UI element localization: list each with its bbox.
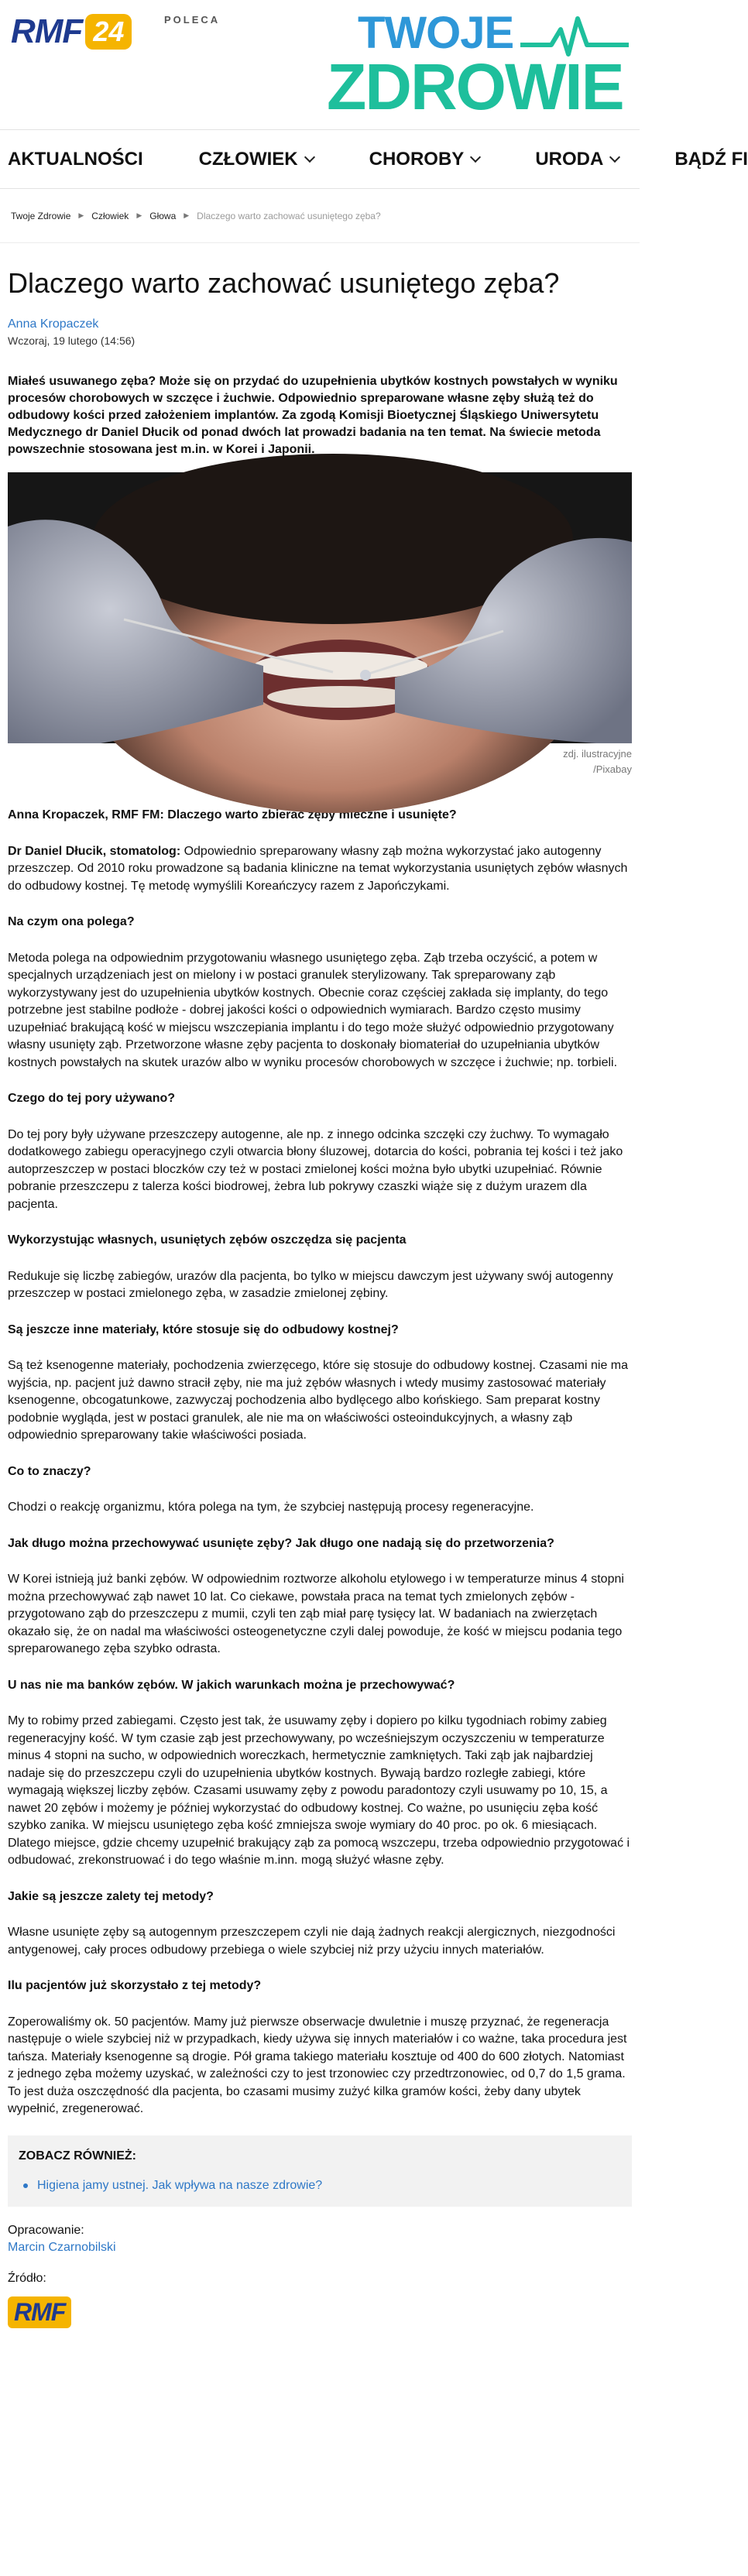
breadcrumb-current: Dlaczego warto zachować usuniętego zęba? [197,210,381,221]
rmf-source-logo[interactable] [8,2296,71,2328]
author-link[interactable]: Anna Kropaczek [8,317,99,331]
question: Jak długo można przechowywać usunięte zęby? Jak długo one nadają się do przetworzenia? [8,1536,554,1550]
question: Ilu pacjentów już skorzystało z tej metody? [8,1979,262,1992]
question: Co to znaczy? [8,1464,91,1478]
breadcrumb [0,189,640,243]
nav-item-label: BĄDŹ FI [674,148,748,170]
tz-logo-line1: TWOJE [358,8,514,58]
see-also-link[interactable] [19,2179,621,2193]
answer: Są też ksenogenne materiały, pochodzenia zwierzęcego, które się stosuje do odbudowy kostnej. Czasami nie ma wyjścia, np. pacjent już dawno stracił zęby, nie ma już zębów własnych i wtedy musimy zastosować materiały ksenogenne, obcogatunkowe, zazwyczaj pochodzenia albo bydlęcego albo końskiego. Sam preparat kostny podobnie wygląda, jest w postaci granulek, ale nie ma on właściwości osteoindukcyjnych, a własny ząb odpowiednio spreparowany takie właściwości posiada. [8,1359,629,1442]
main-nav [0,130,748,189]
breadcrumb-separator-icon: ▶ [136,211,142,219]
nav-item-uroda[interactable] [535,149,619,170]
article-photo [8,472,632,743]
nav-item-label: CZŁOWIEK [198,148,298,170]
tz-logo-line2: ZDROWIE [327,50,623,123]
article-body [8,807,632,2118]
nav-item-czlowiek[interactable] [199,149,314,170]
nav-item-aktualnosci[interactable] [8,149,143,170]
breadcrumb-item[interactable]: Twoje Zdrowie [11,210,71,221]
answer-text: Odpowiednio spreparowany własny ząb można wykorzystać jako autogenny przeszczep. Od 2010 roku prowadzone są badania kliniczne na temat wykorzystania usuniętych zębów własnych do odbudowy kostnej. Tę metodę wymyślili Koreańczycy razem z Japończykami. [8,844,628,893]
answer: Metoda polega na odpowiednim przygotowaniu własnego usuniętego zęba. Ząb trzeba oczyścić, a potem w specjalnych urządzeniach jest on mielony i w postaci granulek sterylizowany. Tak spreparowany ząb wykorzystywany jest do uzupełnienia ubytków kostnych. Obecnie coraz częściej zakłada się implanty, do tego potrzebne jest stabilne podłoże - dobrej jakości kości o odpowiednich wymiarach. Bardzo często musimy uzupełniać brakującą kość w miejscu wszczepiania implantu i do tego może służyć odpowiednio przygotowany własny usunięty ząb. Przetworzone własne zęby pacjenta to doskonały biomateriał do uzupełniania ubytków kostnych powstałych na skutek urazów albo w wyniku procesów chorobowych w szczęce i żuchwie; np. torbieli. [8,951,618,1069]
dentist-photo-illustration [8,472,632,743]
breadcrumb-item[interactable]: Człowiek [91,210,129,221]
twoje-zdrowie-logo[interactable] [327,8,629,123]
question: U nas nie ma banków zębów. W jakich warunkach można je przechowywać? [8,1678,455,1692]
see-also-box [8,2135,632,2207]
nav-item-label: CHOROBY [369,148,465,170]
answer: My to robimy przed zabiegami. Często jest tak, że usuwamy zęby i dopiero po kilku tygodniach robimy zabieg regeneracyjny kość. W tym czasie ząb jest przechowywany, po wcześniejszym oczyszczeniu w temperaturze minus 4 stopni na sucho, w odpowiednich woreczkach, hermetycznie zamkniętych. Taki ząb jak najbardziej nadaje się do przeszczepu czyli do uzupełnienia ubytków kostnych. Bywają bardzo rozległe zabiegi, które wymagają większej liczby zębów. Czasami usuwamy zęby z powodu paradontozy czyli usuwamy po 10, 15, a nawet 20 zębów i możemy je później wykorzystać do odbudowy kostnej. Co ważne, po usunięciu zęba kość szybko zanika. W miejscu usuniętego zęba kość zmniejsza swoje wymiary do 40 proc. po ok. 6 miesiącach. Dlatego miejsce, gdzie chcemy uzupełnić brakujący ząb za pomocą wszczepu, trzeba odpowiednio przygotować i odbudować, zrekonstruować i do tego właśnie m.inn. mogą służyć własne zęby. [8,1714,630,1867]
answer: Zoperowaliśmy ok. 50 pacjentów. Mamy już pierwsze obserwacje dwuletnie i muszę przyznać, że regeneracja następuje o wiele szybciej niż w przypadkach, kiedy używa się innych materiałów i co ważne, taka procedura jest tańsza. Materiały ksenogenne są drogie. Pół grama takiego materiału kosztuje od 400 do 600 złotych. Natomiast z jednego zęba możemy uzyskać, w zależności czy to jest trzonowiec czy przedtrzonowiec, od 0,7 do 1,5 grama. To jest duża oszczędność dla pacjenta, bo czasami musimy zużyć kilka gramów kości, żeby dany ubytek wypełnić, zregenerować. [8,2015,627,2115]
nav-item-label: URODA [535,148,604,170]
question: Są jeszcze inne materiały, które stosuje się do odbudowy kostnej? [8,1322,399,1336]
question: Anna Kropaczek, RMF FM: Dlaczego warto zbierać zęby mleczne i usunięte? [8,808,457,822]
site-header [0,0,640,130]
article-content [0,266,640,2328]
question: Jakie są jeszcze zalety tej metody? [8,1889,214,1903]
bullet-icon [23,2183,28,2188]
chevron-down-icon [470,151,481,162]
question: Czego do tej pory używano? [8,1092,176,1105]
question: Na czym ona polega? [8,915,135,928]
answer: W Korei istnieją już banki zębów. W odpowiednim roztworze alkoholu etylowego i w temperaturze minus 4 stopni można przechowywać ząb nawet 10 lat. Co ciekawe, powstała praca na temat tych zmielonych zębów - przygotowano ząb do przeszczepu z mumii, czyli ten ząb miał parę tysięcy lat. W badaniach na zwierzętach okazało się, że on nadal ma właściwości osteogenetyczne czyli dalej powoduje, że kość w miejscu podania tego spreparowanego zęba szybko odrasta. [8,1573,624,1655]
breadcrumb-separator-icon: ▶ [78,211,84,219]
chevron-down-icon [304,151,315,162]
rmf-logo-number: 24 [85,14,132,50]
answer: Do tej pory były używane przeszczepy autogenne, ale np. z innego odcinka szczęki czy żuchwy. To wymagało dodatkowego zabiegu operacyjnego czyli otwarcia błony śluzowej, dotarcia do kości, pobrania tej kości i też jako autoprzeszczep w postaci bloczków czy też w postaci zmielonej kości można było ubytki uzupełniać. Równie pobranie przeszczepu z talerza kości biodrowej, żebra lub pokrywy czaszki wiąże się z dużym urazem dla pacjenta. [8,1127,623,1211]
credit-label: Opracowanie: [8,2223,84,2237]
article-lead: Miałeś usuwanego zęba? Może się on przydać do uzupełnienia ubytków kostnych powstałych w wyniku procesów chorobowych w szczęce i żuchwie. Odpowiednio spreparowane własne zęby służą też do odbudowy kości przed założeniem implantów. Za zgodą Komisji Bioetycznej Śląskiego Uniwersytetu Medycznego dr Daniel Dłucik od ponad dwóch lat prowadzi badania na ten temat. Na świecie metoda powszechnie stosowana jest m.in. w Korei i Japonii. [8,375,618,456]
rmf24-logo[interactable] [11,12,132,51]
nav-item-badz-fit[interactable] [674,149,748,170]
credit-author-link[interactable]: Marcin Czarnobilski [8,2240,116,2254]
see-also-title: ZOBACZ RÓWNIEŻ: [19,2149,136,2163]
photo-caption-source: /Pixabay [593,763,632,775]
nav-item-label: AKTUALNOŚCI [8,148,143,170]
poleca-label: POLECA [164,14,221,26]
see-also-link-label: Higiena jamy ustnej. Jak wpływa na nasze zdrowie? [37,2178,323,2192]
answer-speaker: Dr Daniel Dłucik, stomatolog: [8,844,181,858]
rmf-logo-text: RMF [11,12,83,50]
see-also-list [19,2179,621,2193]
nav-item-choroby[interactable] [369,149,480,170]
answer: Własne usunięte zęby są autogennym przeszczepem czyli nie dają żadnych reakcji alergicznych, niezgodności antygenowej, cały proces odbudowy przebiega o wiele szybciej niż przy użyciu innych materiałów. [8,1926,616,1957]
chevron-down-icon [609,151,620,162]
answer [8,843,632,896]
answer: Redukuje się liczbę zabiegów, urazów dla pacjenta, bo tylko w miejscu dawczym jest używany swój autogenny przeszczep w postaci zmielonego zęba, w zasadzie zmielonej zębiny. [8,1269,613,1300]
rmf-source-logo-text: RMF [14,2297,66,2326]
publish-date: Wczoraj, 19 lutego (14:56) [8,334,136,347]
photo-caption-line: zdj. ilustracyjne [563,748,632,760]
breadcrumb-separator-icon: ▶ [184,211,190,219]
question: Wykorzystując własnych, usuniętych zębów oszczędza się pacjenta [8,1233,407,1247]
page-title: Dlaczego warto zachować usuniętego zęba? [8,267,560,299]
source-label: Źródło: [8,2271,46,2285]
breadcrumb-item[interactable]: Głowa [149,210,177,221]
answer: Chodzi o reakcję organizmu, która polega na tym, że szybciej następują procesy regeneracyjne. [8,1501,534,1514]
